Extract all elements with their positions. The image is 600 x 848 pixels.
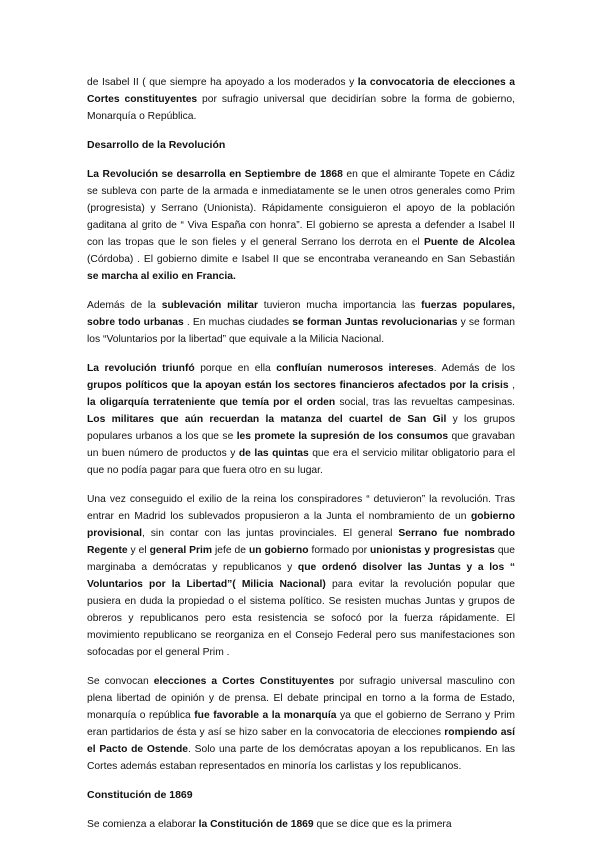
paragraph-constitucion [87,816,515,833]
bold-text-run: un gobierno [248,545,309,556]
bold-text-run: que ordenó disolver las Juntas y a los “ Voluntarios por la Libertad”( Milicia Nacional) [87,562,515,590]
bold-text-run: se marcha al exilio en Francia. [87,271,236,282]
text-run: que marginaba a demócratas y republicanos y [87,545,516,573]
bold-text-run: sublevación militar [161,300,258,311]
text-run: en que el almirante Topete en Cádiz se subleva con parte de la armada e inmediatamente se le unen otros generales como Prim (progresista) y Serrano (Unionista). Rápidamente consiguieron el apoyo de la población gaditana al grito de “ Viva España con honra”. El gobierno se apresta a defender a Isabel II con las tropas que le son fieles y el general Serrano los derrota en el [87,169,516,248]
text-run: que gravaban un buen número de productos y [87,431,515,459]
text-run: y el [127,545,150,556]
text-run: ya que el gobierno de Serrano y Prim eran partidarios de ésta y así se hizo saber en la convocatoria de elecciones [87,710,515,738]
text-run: para evitar la revolución popular que pusiera en duda la propiedad o el sistema político. Se resisten muchas Juntas y grupos de obreros y republicanos pero esta resistencia se sofocó por la fuerza rápidamente. El movimiento republicano se reorganiza en el Consejo Federal pero sus manifestaciones son sofocadas por el general Prim . [87,579,515,658]
bold-text-run: la Constitución de 1869 [198,819,314,830]
text-run: (Córdoba) . El gobierno dimite e Isabel II que se encontraba veraneando en San Sebastián [87,254,515,265]
bold-text-run: La revolución triunfó [87,363,195,374]
bold-text-run: la convocatoria de elecciones a Cortes constituyentes [87,77,515,105]
text-run: porque en ella [194,363,277,374]
bold-text-run: confluían numerosos intereses [276,363,434,374]
text-run: jefe de [212,545,249,556]
bold-text-run: Puente de Alcolea [423,237,515,248]
bold-text-run: se forman Juntas revolucionarias [292,317,458,328]
text-run: y los grupos populares urbanos a los que se [87,414,515,442]
text-run: . Solo una parte de los demócratas apoyan a los republicanos. En las Cortes además estaban representados en minoría los carlistas y los republicanos. [87,744,515,772]
paragraph-triunfo [87,360,515,479]
paragraph-gobierno-provisional [87,491,515,661]
text-run: y se forman los “Voluntarios por la libertad” que equivale a la Milicia Nacional. [87,317,515,345]
text-run: de Isabel II ( que siempre ha apoyado a los moderados y [87,77,358,88]
text-run: que se dice que es la primera [313,819,452,830]
paragraph-elecciones [87,673,515,775]
bold-text-run: Serrano fue nombrado Regente [87,528,515,556]
bold-text-run: fuerzas populares, sobre todo urbanas [87,300,516,328]
heading-desarrollo: Desarrollo de la Revolución [87,139,226,151]
paragraph-desarrollo [87,166,515,285]
bold-text-run: Los militares que aún recuerdan la matanza del cuartel de San Gil [87,414,447,425]
paragraph-fuerzas-populares [87,297,515,348]
bold-text-run: la oligarquía terrateniente que temía por el orden [87,397,336,408]
text-run: . Además de los [433,363,515,374]
bold-text-run: les promete la supresión de los consumos [236,431,449,442]
bold-text-run: rompiendo así el Pacto de Ostende [87,727,516,755]
bold-text-run: unionistas y progresistas [369,545,495,556]
text-run: , [508,380,515,391]
text-run: Una vez conseguido el exilio de la reina los conspiradores “ detuvieron” la revolución. Tras entrar en Madrid los sublevados propusieron a la Junta el nombramiento de un [87,494,515,522]
bold-text-run: grupos políticos que la apoyan están los sectores financieros afectados por la crisis [87,380,509,391]
text-run: tuvieron mucha importancia las [257,300,422,311]
text-run: Se comienza a elaborar [87,819,199,830]
text-run: formado por [308,545,370,556]
text-run: social, tras las revueltas campesinas. [335,397,516,408]
heading-constitucion: Constitución de 1869 [87,789,193,801]
text-run: por sufragio universal que decidirían sobre la forma de gobierno, Monarquía o República. [87,94,515,122]
bold-text-run: elecciones a Cortes Constituyentes [153,676,335,687]
text-run: por sufragio universal masculino con plena libertad de opinión y de prensa. El debate principal en torno a la forma de Estado, monarquía o república [87,676,516,721]
bold-text-run: La Revolución se desarrolla en Septiembre de 1868 [87,169,343,180]
paragraph-intro [87,74,515,125]
text-run: Además de la [87,300,162,311]
bold-text-run: gobierno provisional [87,511,515,539]
bold-text-run: de las quintas [238,448,309,459]
document-body [87,74,515,833]
text-run: . En muchas ciudades [183,317,293,328]
bold-text-run: fue favorable a la monarquía [194,710,337,721]
text-run: Se convocan [87,676,154,687]
bold-text-run: general Prim [149,545,213,556]
text-run: que era el servicio militar obligatorio para el que no podía pagar para que fuera otro en su lugar. [87,448,515,476]
text-run: , sin contar con las juntas provinciales. El general [141,528,399,539]
